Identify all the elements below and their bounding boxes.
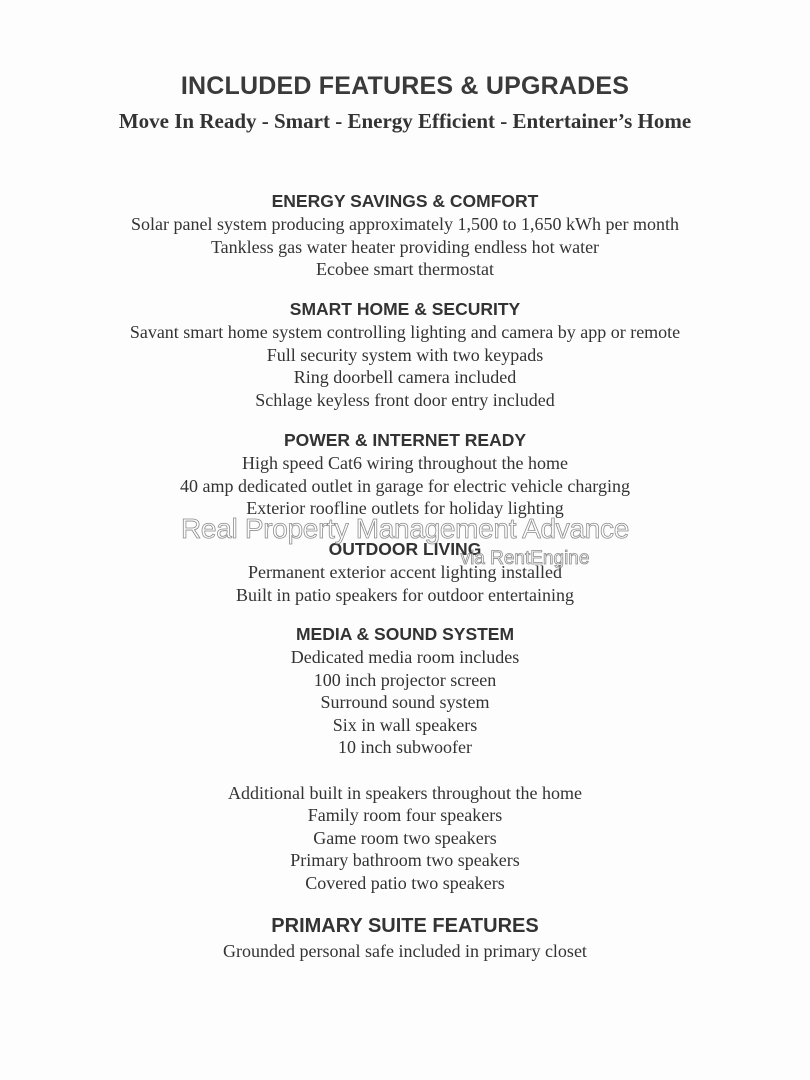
section-heading: ENERGY SAVINGS & COMFORT xyxy=(271,191,539,211)
feature-line: Six in wall speakers xyxy=(332,714,478,735)
feature-line: Ecobee smart thermostat xyxy=(316,259,494,280)
section-energy-savings xyxy=(0,189,810,281)
watermark-text: Real Property Management Advance xyxy=(181,513,629,544)
section-heading: MEDIA & SOUND SYSTEM xyxy=(295,624,515,644)
feature-line: Dedicated media room includes xyxy=(290,647,520,667)
section-heading: OUTDOOR LIVING xyxy=(328,539,482,559)
feature-line: High speed Cat6 wiring throughout the home xyxy=(242,453,568,473)
feature-line: Schlage keyless front door entry included xyxy=(255,389,555,410)
page-title: INCLUDED FEATURES & UPGRADES xyxy=(180,72,630,100)
feature-line: Surround sound system xyxy=(320,692,490,713)
feature-line: 40 amp dedicated outlet in garage for electric vehicle charging xyxy=(180,475,630,496)
section-primary-suite xyxy=(0,912,810,963)
section-smart-home xyxy=(0,297,810,411)
section-heading: SMART HOME & SECURITY xyxy=(289,299,521,319)
feature-line: Family room four speakers xyxy=(307,805,503,826)
section-heading: POWER & INTERNET READY xyxy=(283,430,527,450)
section-power-internet xyxy=(0,428,810,520)
feature-line: Solar panel system producing approximately 1,500 to 1,650 kWh per month xyxy=(131,214,679,234)
feature-line: Full security system with two keypads xyxy=(266,344,544,365)
section-media-sound xyxy=(0,622,810,895)
feature-line: Game room two speakers xyxy=(313,827,497,848)
watermark-subtext: via RentEngine xyxy=(460,548,590,569)
feature-line: Covered patio two speakers xyxy=(305,872,505,893)
feature-line: Primary bathroom two speakers xyxy=(290,850,520,871)
feature-line: Exterior roofline outlets for holiday lighting xyxy=(246,498,564,519)
feature-line: Built in patio speakers for outdoor entertaining xyxy=(236,584,574,605)
feature-line: Tankless gas water heater providing endless hot water xyxy=(210,236,600,257)
feature-line: Savant smart home system controlling lighting and camera by app or remote xyxy=(129,322,681,342)
page-subtitle: Move In Ready - Smart - Energy Efficient - Entertainer’s Home xyxy=(118,109,692,133)
feature-line: 100 inch projector screen xyxy=(313,669,497,690)
feature-line: Ring doorbell camera included xyxy=(293,367,517,388)
section-heading: PRIMARY SUITE FEATURES xyxy=(271,915,539,937)
feature-line: Permanent exterior accent lighting installed xyxy=(248,562,562,582)
feature-line: Additional built in speakers throughout the home xyxy=(228,782,582,803)
feature-line: 10 inch subwoofer xyxy=(338,737,472,758)
section-outdoor-living xyxy=(0,537,810,606)
feature-line: Grounded personal safe included in primary closet xyxy=(223,941,587,961)
